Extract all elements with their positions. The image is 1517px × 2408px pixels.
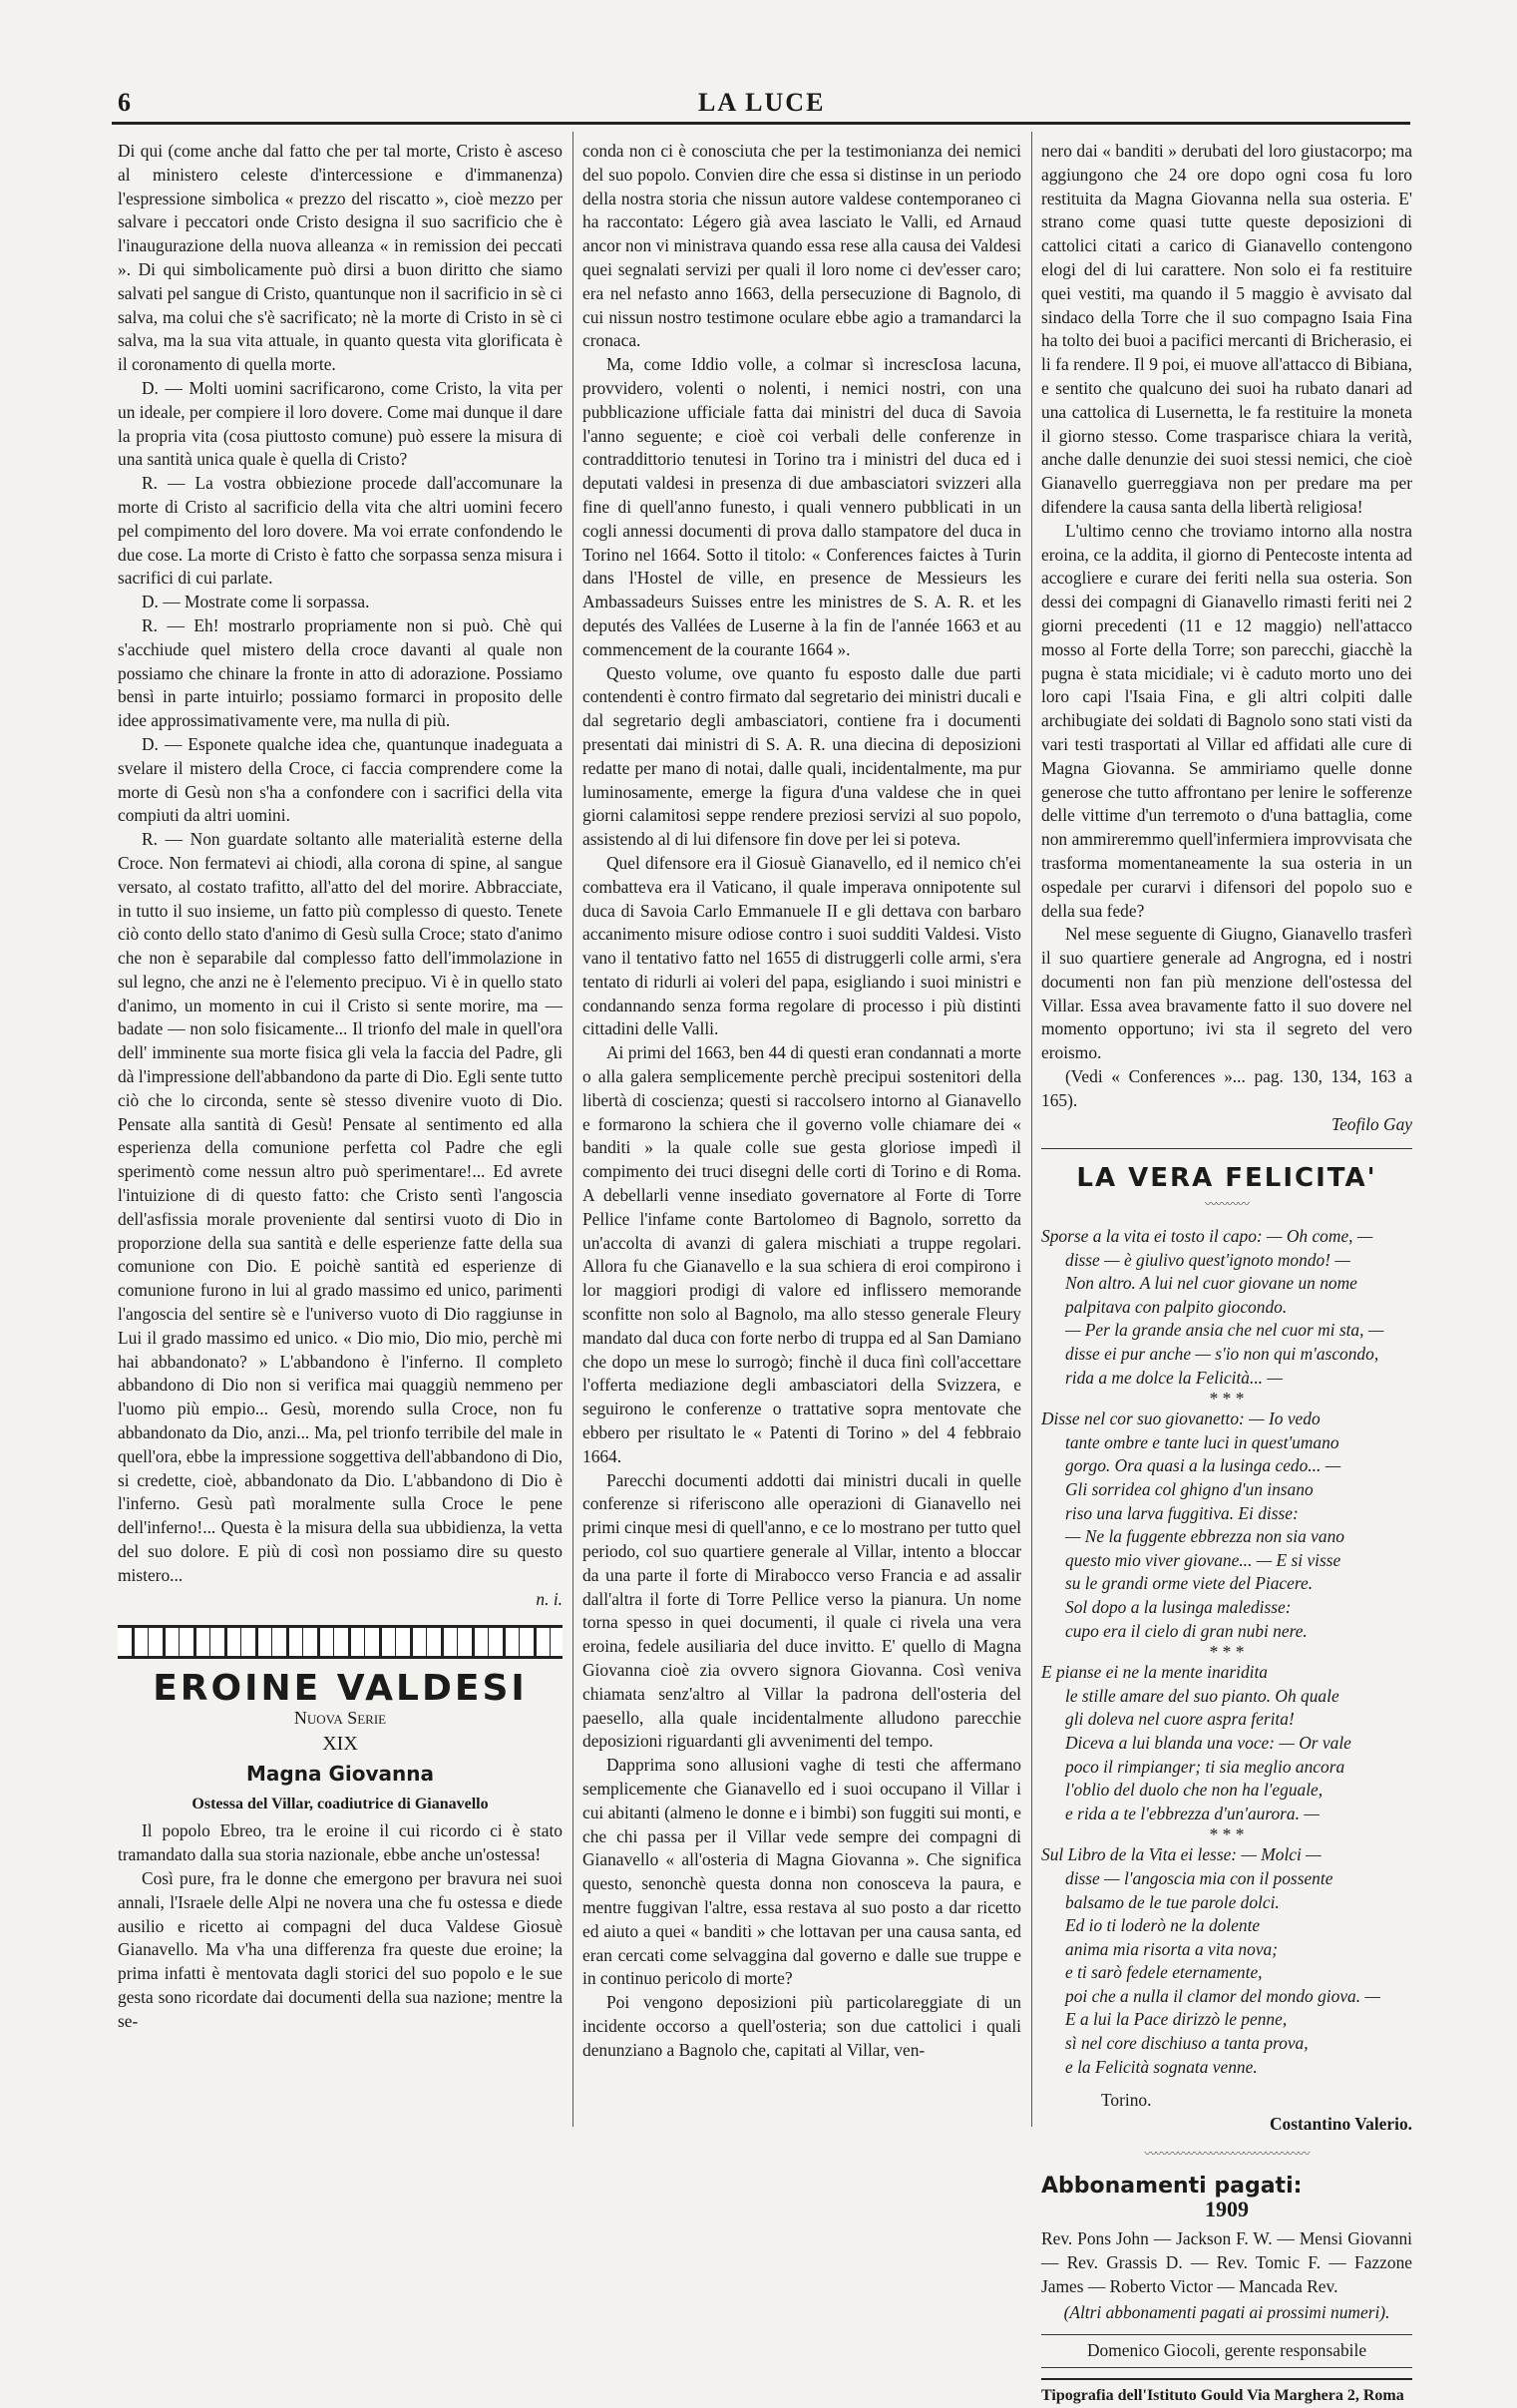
verse-line: Disse nel cor suo giovanetto: — Io vedo (1041, 1408, 1321, 1429)
verse-line: cupo era il cielo di gran nubi nere. (1065, 1620, 1308, 1641)
paragraph: Ma, come Iddio volle, a colmar sì increscIosa lacuna, provvidero, volenti o nolenti, i nemici nostri, con una pubblicazione ufficiale fatta dai ministri del duca di Savoia l'anno seguente; e cioè coi verbali delle conferenze in contraddittorio tenutesi in Torino tra i ministri del duca ed i deputati valdesi in presenza di due ambasciatori svizzeri alla fine di quell'anno funesto, i quali vennero pubblicati in un cogli annessi documenti di prova dallo stampatore del duca in Torino nel 1664. Sotto il titolo: « Conferences faictes à Turin dans l'Hostel de ville, en presence de Messieurs les Ambassadeurs Suisses entre les ministres de S. A. R. et les deputés des Vallées de Luserne à la fin de l'année 1663 et au commencement de la courante 1664 ». (582, 354, 1021, 659)
verse-line: poco il rimpianger; ti sia meglio ancora (1065, 1756, 1345, 1777)
paragraph: D. — Esponete qualche idea che, quantunque inadeguata a svelare il mistero della Croce, ci faccia comprendere come la morte di Gesù non s'ha a confondere con i sacrifici della vita compiuti da altri uomini. (118, 733, 563, 826)
verse-line: gli doleva nel cuore aspra ferita! (1065, 1709, 1295, 1730)
ornamental-border (118, 1625, 563, 1659)
section-rule (1041, 1148, 1412, 1149)
paragraph: Dapprima sono allusioni vaghe di testi che affermano semplicemente che Gianavello ed i suoi occupano il Villar i cui abitanti (almeno le donne e i bimbi) son fuggiti sui monti, e che chi passa per il Villar vede sempre dei compagni di Gianavello « all'osteria di Magna Giovanna ». Che significa questo, senonchè questa donna non conosceva la paura, e mentre fuggivan l'altre, essa restava al suo posto a dar ricetto ed aiuto a quei « banditi » che lottavan per una causa santa, ed eran cercati come selvaggina dal governo e dalle sue truppe e in continuo pericolo di morte? (582, 1755, 1021, 1989)
verse-line: Sol dopo a la lusinga maledisse: (1065, 1596, 1292, 1617)
verse-line: sì nel core dischiuso a tanta prova, (1065, 2033, 1309, 2054)
verse-line: e la Felicità sognata venne. (1065, 2056, 1258, 2077)
verse-line: Ed io ti loderò ne la dolente (1065, 1915, 1261, 1936)
verse-line: disse — l'angoscia mia con il possente (1065, 1867, 1333, 1888)
article-byline: Ostessa del Villar, coadiutrice di Gianavello (191, 1795, 489, 1812)
wave-ornament: 〰〰〰〰〰〰〰〰〰〰〰〰〰〰〰 (1144, 2146, 1310, 2161)
paragraph: nero dai « banditi » derubati del loro giustacorpo; ma aggiungono che 24 ore dopo ogni cosa fu loro restituita da Magna Giovanna nella sua osteria. E' strano come quasi tutte queste deposizioni di cattolici citati a carico di Gianavello contengono elogi del di lui carattere. Non solo ei fa restituire quei vestiti, ma quando il 5 maggio è avvisato dal sindaco della Torre che il suo compagno Isaia Fina ha tolto dei buoi a pacifici mercanti di Bricherasio, ei li fa rendere. Il 9 poi, ei muove all'attacco di Bibiana, e sentito che qualcuno dei suoi ha rubato danari ad una cattolica di Lusernetta, le fa restituire la moneta il giorno stesso. Come trasparisce chiara la verità, anche dalle denunzie dei suoi stessi nemici, che cioè Gianavello guerreggiava non per predare ma per difendere la causa santa della libertà religiosa! (1041, 141, 1412, 517)
subscriptions-year: 1909 (1205, 2197, 1249, 2222)
paragraph: (Vedi « Conferences »... pag. 130, 134, 163 a 165). (1041, 1066, 1412, 1110)
verse-line: Gli sorridea col ghigno d'un insano (1065, 1479, 1314, 1499)
column-divider (1031, 132, 1032, 2127)
poem-place: Torino. (1101, 2090, 1152, 2111)
poem-stanza (1041, 1661, 1412, 1825)
column-1 (118, 140, 563, 2034)
series-number: XIX (322, 1733, 358, 1755)
wave-ornament: 〰〰〰〰 (1204, 1197, 1249, 1212)
series-label: Nuova Serie (293, 1708, 387, 1729)
verse-line: e ti sarò fedele eternamente, (1065, 1962, 1263, 1983)
paragraph: L'ultimo cenno che troviamo intorno alla nostra eroina, ce la addita, il giorno di Pentecoste intenta ad accogliere e curare dei feriti nella sua osteria. Son dessi dei compagni di Gianavello rimasti feriti nei 2 giorni precedenti (11 e 12 maggio) nell'attacco mosso al Forte della Torre; son parecchi, giacchè la pugna è stata micidiale; vi è caduto morto uno dei loro capi l'Isaia Fina, e gli altri colpiti dalle archibugiate dei soldati di Bagnolo sono stati visti da vari testi trasportati al Villar ed affidati alle cure di Magna Giovanna. Se ammiriamo quelle donne generose che tutto affrontano per lenire le sofferenze delle vittime d'un terremoto o d'una battaglia, come non ammireremmo quell'infermiera improvvisata che trasforma momentaneamente la sua osteria in un ospedale per curarvi i difensori del popolo suo e della sua fede? (1041, 520, 1412, 921)
verse-line: l'oblio del duolo che non ha l'eguale, (1065, 1780, 1324, 1801)
poem-author: Costantino Valerio. (1269, 2114, 1412, 2135)
article-title: EROINE VALDESI (153, 1668, 528, 1710)
verse-line: tante ombre e tante luci in quest'umano (1065, 1431, 1339, 1452)
signature: n. i. (536, 1588, 563, 1609)
subscriptions-list: Rev. Pons John — Jackson F. W. — Mensi Giovanni — Rev. Grassis D. — Rev. Tomic F. — Fazzone James — Roberto Victor — Mancada Rev. (1041, 2228, 1412, 2296)
verse-line: questo mio viver giovane... — E si visse (1065, 1549, 1341, 1570)
verse-line: poi che a nulla il clamor del mondo giova. — (1065, 1985, 1380, 2006)
verse-line: le stille amare del suo pianto. Oh quale (1065, 1685, 1339, 1706)
verse-line: E a lui la Pace dirizzò le penne, (1065, 2009, 1288, 2030)
column-3 (1041, 140, 1412, 2408)
poem-stanza (1041, 1225, 1412, 1390)
column-2 (582, 140, 1021, 2063)
signature: Teofilo Gay (1331, 1113, 1412, 1134)
verse-line: balsamo de le tue parole dolci. (1065, 1891, 1280, 1912)
stars-separator: * * * (1209, 1642, 1245, 1663)
verse-line: disse — è giulivo quest'ignoto mondo! — (1065, 1249, 1350, 1270)
verse-line: e rida a te l'ebbrezza d'un'aurora. — (1065, 1803, 1320, 1823)
verse-line: anima mia risorta a vita nova; (1065, 1938, 1279, 1959)
verse-line: su le grandi orme viete del Piacere. (1065, 1573, 1314, 1594)
poem-stanza (1041, 1843, 1412, 2079)
subscriptions-title: Abbonamenti pagati: (1041, 2173, 1303, 2199)
header-rule (112, 122, 1410, 125)
poem-title: LA VERA FELICITA' (1076, 1163, 1377, 1194)
article-subject: Magna Giovanna (246, 1761, 434, 1786)
masthead-title: LA LUCE (698, 88, 826, 117)
paragraph: R. — La vostra obbiezione procede dall'accomunare la morte di Cristo al sacrificio della vita che altri uomini fecero pel compimento del loro dovere. Ma voi errate confondendo le due cose. La morte di Cristo è fatto che sorpassa senza misura i sacrifici di cui parlate. (118, 473, 563, 589)
paragraph: D. — Molti uomini sacrificarono, come Cristo, la vita per un ideale, per compiere il loro dovere. Come mai dunque il dare la propria vita (cosa piuttosto comune) può essere la misura di una santità unica quale è quella di Cristo? (118, 377, 563, 470)
subscriptions-note: (Altri abbonamenti pagati ai prossimi numeri). (1063, 2301, 1390, 2322)
verse-line: — Ne la fuggente ebbrezza non sia vano (1065, 1526, 1344, 1547)
paragraph: Nel mese seguente di Giugno, Gianavello trasferì il suo quartiere generale ad Angrogna, ed i nostri documenti non fan più menzione dell'ostessa del Villar. Essa avea bravamente fatto il suo dovere nel momento opportuno; ivi sta il segreto del vero eroismo. (1041, 924, 1412, 1063)
stars-separator: * * * (1209, 1389, 1245, 1409)
paragraph: Quel difensore era il Giosuè Gianavello, ed il nemico ch'ei combatteva era il Vaticano, il quale imperava onnipotente sul duca di Savoia Carlo Emmanuele II e gli dettava con barbaro accanimento misure odiose contro i suoi sudditi Valdesi. Visto vano il tentativo fatto nel 1655 di distruggerli colle armi, s'era tentato di ridurli ai voleri del papa, esigliando i suoi ministri e condannando senza forma regolare di processo i più distinti cittadini delle Valli. (582, 852, 1021, 1039)
verse-line: E pianse ei ne la mente inaridita (1041, 1662, 1269, 1683)
paragraph: Poi vengono deposizioni più particolareggiate di un incidente occorso a quell'osteria; son due cattolici i quali denunziano a Bagnolo che, capitati al Villar, ven- (582, 1992, 1021, 2060)
verse-line: palpitava con palpito giocondo. (1065, 1296, 1288, 1317)
paragraph: conda non ci è conosciuta che per la testimonianza dei nemici del suo popolo. Convien dire che essa si distinse in un periodo della nostra storia che nissun autore valdese contemporaneo ci ha raccontato: Légero già avea lasciato le Valli, ed Arnaud ancor non vi ministrava quando essa rese alla causa dei Valdesi quei segnalati servizi per quali il loro nome ci dev'esser caro; era nel nefasto anno 1663, della persecuzione di Bagnolo, di cui nissun nostro testimone oculare ebbe agio a tramandarci la cronaca. (582, 141, 1021, 351)
verse-line: rida a me dolce la Felicità... — (1065, 1367, 1283, 1388)
paragraph: Ai primi del 1663, ben 44 di questi eran condannati a morte o alla galera semplicemente perchè precipui sostenitori della libertà di coscienza; questi si raccolsero intorno al Gianavello e formarono la schiera che il governo volle chiamare dei « banditi » la quale colle sue gesta gloriose impedì il compimento dei truci disegni delle corti di Torino e di Roma. A debellarli venne insediato governatore al Forte di Torre Pellice l'infame conte Bartolomeo di Bagnolo, sorretto da un'accolta di avanzi di galera mischiati a truppe regolari. Allora fu che Gianavello e la sua schiera di eroi compirono i lor maggiori prodigi di valore ed inflissero memorande sconfitte non solo al Bagnolo, ma allo stesso generale Fleury mandato dal duca con forte nerbo di truppa ed al San Damiano che dopo un mese lo surrogò; finchè il duca finì coll'accettare l'offerta mediazione degli ambasciatori della Svizzera, e seguirono le conferenze o trattative sopra mentovate che ebbero per risultato le « Patenti di Torino » del 4 febbraio 1664. (582, 1042, 1021, 1466)
verse-line: — Per la grande ansia che nel cuor mi sta, — (1065, 1320, 1384, 1341)
verse-line: Sul Libro de la Vita ei lesse: — Molci — (1041, 1844, 1322, 1865)
paragraph: Di qui (come anche dal fatto che per tal morte, Cristo è asceso al ministero celeste d'intercessione e d'immanenza) l'espressione simbolica « prezzo del riscatto », cioè mezzo per salvare i peccatori onde Cristo designa il suo sacrificio che è l'inaugurazione della nuova alleanza « in remission dei peccati ». Di qui simbolicamente può dirsi a buon diritto che siamo salvati pel sangue di Cristo, quantunque non il sacrificio in sè ci salva, ma colui che s'è sacrificato; nè la morte di Cristo in sè ci salva, ma la sua vita attuale, in quanto questa vita glorificata è il coronamento di quella morte. (118, 141, 563, 375)
paragraph: Parecchi documenti addotti dai ministri ducali in quelle conferenze si riferiscono alle operazioni di Gianavello nei primi cinque mesi di quell'anno, e ce lo mostrano per tutto quel periodo, col suo quartiere generale al Villar, intento a bloccar da una parte il forte di Mirabocco verso Francia e ad assalir dall'altra il forte di Torre Pellice verso la pianura. Un nome torna spesso in quei documenti, il quale ci rivela una vera eroina, fedele ausiliaria del duce invitto. E' quello di Magna Giovanna cioè zia ovvero signora Giovanna. Così veniva chiamata senz'altro al Villar la padrona dell'osteria del paesello, alla quale incidentalmente alludono parecchie deposizioni riguardanti gli avvenimenti del tempo. (582, 1469, 1021, 1752)
paragraph: R. — Eh! mostrarlo propriamente non si può. Chè qui s'acchiude quel mistero della croce davanti al quale non possiamo che chinare la fronte in atto di adorazione. Possiamo bensì in parte intuirlo; possiamo formarci in proposito delle idee approssimativamente vere, ma nulla di più. (118, 614, 563, 731)
verse-line: Non altro. A lui nel cuor giovane un nome (1065, 1273, 1357, 1294)
paragraph: Questo volume, ove quanto fu esposto dalle due parti contendenti è contro firmato dal segretario dei ministri ducali e dal segretario degli ambasciatori, contiene fra i documenti presentati dai ministri di S. A. R. una diecina di deposizioni redatte per mano di notai, dalle quali, incidentalmente, ma pur luminosamente, emerge la figura d'una valdese che in quei giorni calamitosi seppe rendere preziosi servizi al suo popolo, assistendo al di lui difensore fin dove per lei si poteva. (582, 662, 1021, 850)
printer-line: Tipografia dell'Istituto Gould Via Marghera 2, Roma (1041, 2378, 1412, 2408)
verse-line: Diceva a lui blanda una voce: — Or vale (1065, 1732, 1351, 1753)
verse-line: disse ei pur anche — s'io non qui m'ascondo, (1065, 1344, 1379, 1365)
verse-line: gorgo. Ora quasi a la lusinga cedo... — (1065, 1455, 1341, 1476)
stars-separator: * * * (1209, 1824, 1245, 1845)
paragraph: D. — Mostrate come li sorpassa. (142, 592, 370, 612)
column-divider (572, 132, 573, 2127)
paragraph: Il popolo Ebreo, tra le eroine il cui ricordo ci è stato tramandato dalla sua storia nazionale, ebbe anche un'ostessa! (118, 1820, 563, 1865)
verse-line: Sporse a la vita ei tosto il capo: — Oh come, — (1041, 1226, 1373, 1247)
poem-stanza (1041, 1407, 1412, 1643)
manager-line: Domenico Giocoli, gerente responsabile (1041, 2334, 1412, 2368)
page-number: 6 (118, 88, 131, 117)
paragraph: R. — Non guardate soltanto alle materialità esterne della Croce. Non fermatevi ai chiodi, alla corona di spine, al sangue versato, al costato trafitto, all'atto del del morire. Abbracciate, in tutto il suo insieme, un fatto più complesso di questo. Tenete ciò conto dello stato d'animo di Gesù sulla Croce; stato d'animo che non è separabile dal complesso fatto dell'immolazione in sul legno, che anzi ne è l'elemento precipuo. Vi è in quello stato d'animo, un momento in cui il Cristo si sente morire, ma — badate — non solo fisicamente... Il trionfo del male in quell'ora dell' imminente sua morte fisica gli vela la faccia del Padre, gli dà l'impressione dell'abbandono da parte di Dio. Egli sente tutto ciò che lo circonda, sente sè stesso divenire vuoto di Dio. Pensate alla santità di Gesù! Pensate al sentimento ed alla esperienza della comunione perfetta col Padre che egli sperimentò come nessun altro può sperimentare!... Ed avrete l'intuizione di di questo fatto: che Cristo sentì l'angoscia dell'asfissia morale proveniente dal sentirsi vuoto di Dio in proporzione della sua santità e delle esperienze fatte della sua comunione con Dio. E poichè santità ed esperienze di comunione furono in lui al grado massimo ed unico, parimenti l'angoscia del sentire sè e l'universo vuoto di Dio raggiunse in Lui il grado massimo ed unico. « Dio mio, Dio mio, perchè mi hai abbandonato? » L'abbandono è l'inferno. Il completo abbandono di Dio non si verifica mai quaggiù nemmeno per l'uomo più empio... Gesù, morendo sulla Croce, non fu abbandonato da Dio, anzi... Ma, pel trionfo terribile del male in quell'ora, ebbe la impressione soggettiva dell'abbandono di Dio, si credette, cioè, abbandonato da Dio. L'abbandono di Dio è l'inferno. Gesù patì moralmente sulla Croce le pene dell'inferno!... Questa è la misura della sua ubbidienza, la vetta del suo dolore. E più di così non possiamo dire su questo mistero... (118, 829, 563, 1585)
verse-line: riso una larva fuggitiva. Ei disse: (1065, 1502, 1299, 1523)
paragraph: Così pure, fra le donne che emergono per bravura nei suoi annali, l'Israele delle Alpi ne novera una che fu ostessa e diede ausilio e ricetto ai compagni del duca Valdese Giosuè Gianavello. Ma v'ha una differenza fra queste due eroine; la prima infatti è mentovata dagli storici del suo popolo e le sue gesta sono ricordate dai documenti della sua nazione; mentre la se- (118, 1867, 563, 2031)
